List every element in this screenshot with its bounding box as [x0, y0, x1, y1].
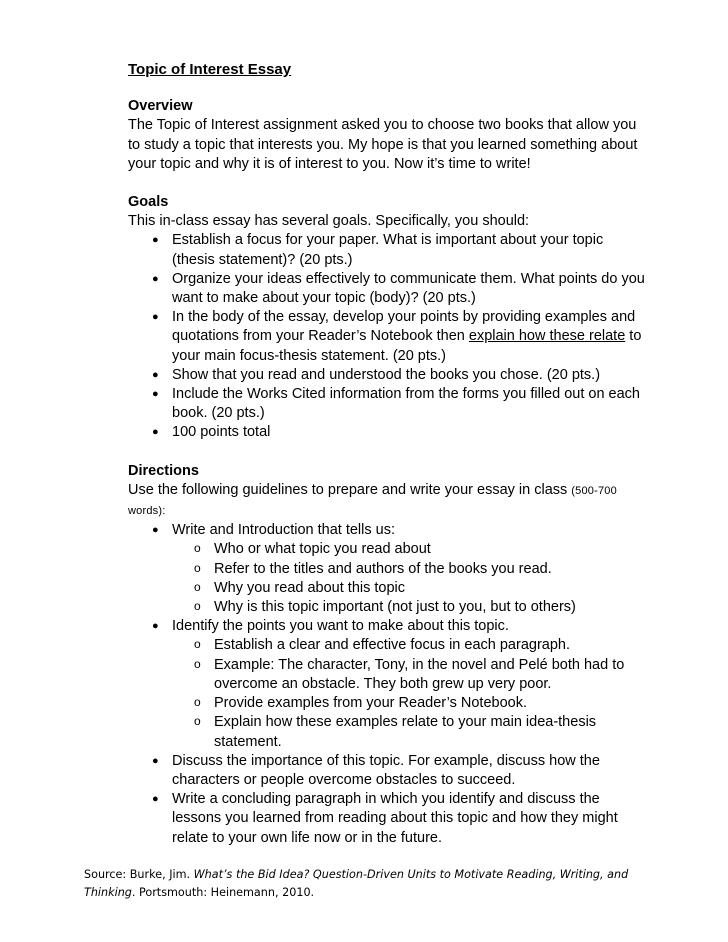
- direction-item-text: Identify the points you want to make about this topic.: [172, 618, 509, 635]
- goals-intro: This in-class essay has several goals. Specifically, you should:: [128, 213, 530, 230]
- goal-item: ● Show that you read and understood the books you chose. (20 pts.): [152, 366, 648, 385]
- underlined-phrase: explain how these relate: [468, 328, 626, 345]
- direction-sublist: [172, 636, 648, 751]
- direction-item: ● Discuss the importance of this topic. For example, discuss how the characters or people overcome obstacles to succeed.: [152, 752, 648, 790]
- overview-heading: Overview: [128, 98, 193, 115]
- direction-item: ● Write a concluding paragraph in which you identify and discuss the lessons you learned from reading about this topic and how they might relate to your own life now or in the future.: [152, 790, 648, 848]
- sub-item: o Who or what topic you read about: [192, 540, 648, 559]
- goals-section: [128, 193, 648, 443]
- sub-item: o Establish a clear and effective focus in each paragraph.: [192, 636, 648, 655]
- directions-list: [128, 521, 648, 847]
- goal-item: ● Organize your ideas effectively to communicate them. What points do you want to make about your topic (body)? (20 pts.): [152, 270, 648, 308]
- directions-intro: [128, 481, 648, 521]
- goals-list: [128, 231, 648, 442]
- goal-item: ● 100 points total: [152, 423, 648, 442]
- source-citation: [84, 866, 644, 902]
- directions-section: [128, 462, 648, 848]
- direction-sublist: [172, 540, 648, 617]
- citation-book-title: What’s the Bid Idea? Question-Driven Units to Motivate Reading, Writing, and Thinking: [84, 868, 629, 899]
- directions-heading: Directions: [128, 462, 199, 479]
- direction-item: [152, 521, 648, 617]
- overview-section: [128, 97, 648, 174]
- sub-item: o Explain how these examples relate to your main idea-thesis statement.: [192, 713, 648, 751]
- sub-item: o Refer to the titles and authors of the books you read.: [192, 560, 648, 579]
- goal-item: ● Include the Works Cited information from the forms you filled out on each book. (20 pts.): [152, 385, 648, 423]
- goal-item: ● Establish a focus for your paper. What is important about your topic (thesis statement)? (20 pts.): [152, 231, 648, 269]
- goal-item-text: In the body of the essay, develop your points by providing examples and quotations from your Reader’s Notebook then: [172, 309, 636, 345]
- sub-item: o Why you read about this topic: [192, 579, 648, 598]
- citation-suffix: . Portsmouth: Heinemann, 2010.: [131, 886, 315, 899]
- sub-item: o Example: The character, Tony, in the novel and Pelé both had to overcome an obstacle. They both grew up very poor.: [192, 656, 648, 694]
- word-count-note: (500-700 words):: [128, 484, 617, 518]
- sub-item: o Why is this topic important (not just to you, but to others): [192, 598, 648, 617]
- essay-body: [128, 60, 648, 867]
- citation-prefix: Source: Burke, Jim.: [84, 868, 194, 881]
- overview-text: The Topic of Interest assignment asked you to choose two books that allow you to study a topic that interests you. My hope is that you learned something about your topic and why it is of interest to you. Now it’s time to write!: [128, 117, 638, 172]
- goals-heading: Goals: [128, 194, 169, 211]
- direction-item-text: Write and Introduction that tells us:: [172, 522, 395, 539]
- page-title: Topic of Interest Essay: [128, 61, 292, 78]
- sub-item: o Provide examples from your Reader’s Notebook.: [192, 694, 648, 713]
- direction-item: [152, 617, 648, 751]
- goal-item: [152, 308, 648, 366]
- directions-intro-text: Use the following guidelines to prepare and write your essay in class: [128, 481, 572, 498]
- goal-item-text: to your main focus-thesis statement. (20 pts.): [172, 328, 642, 364]
